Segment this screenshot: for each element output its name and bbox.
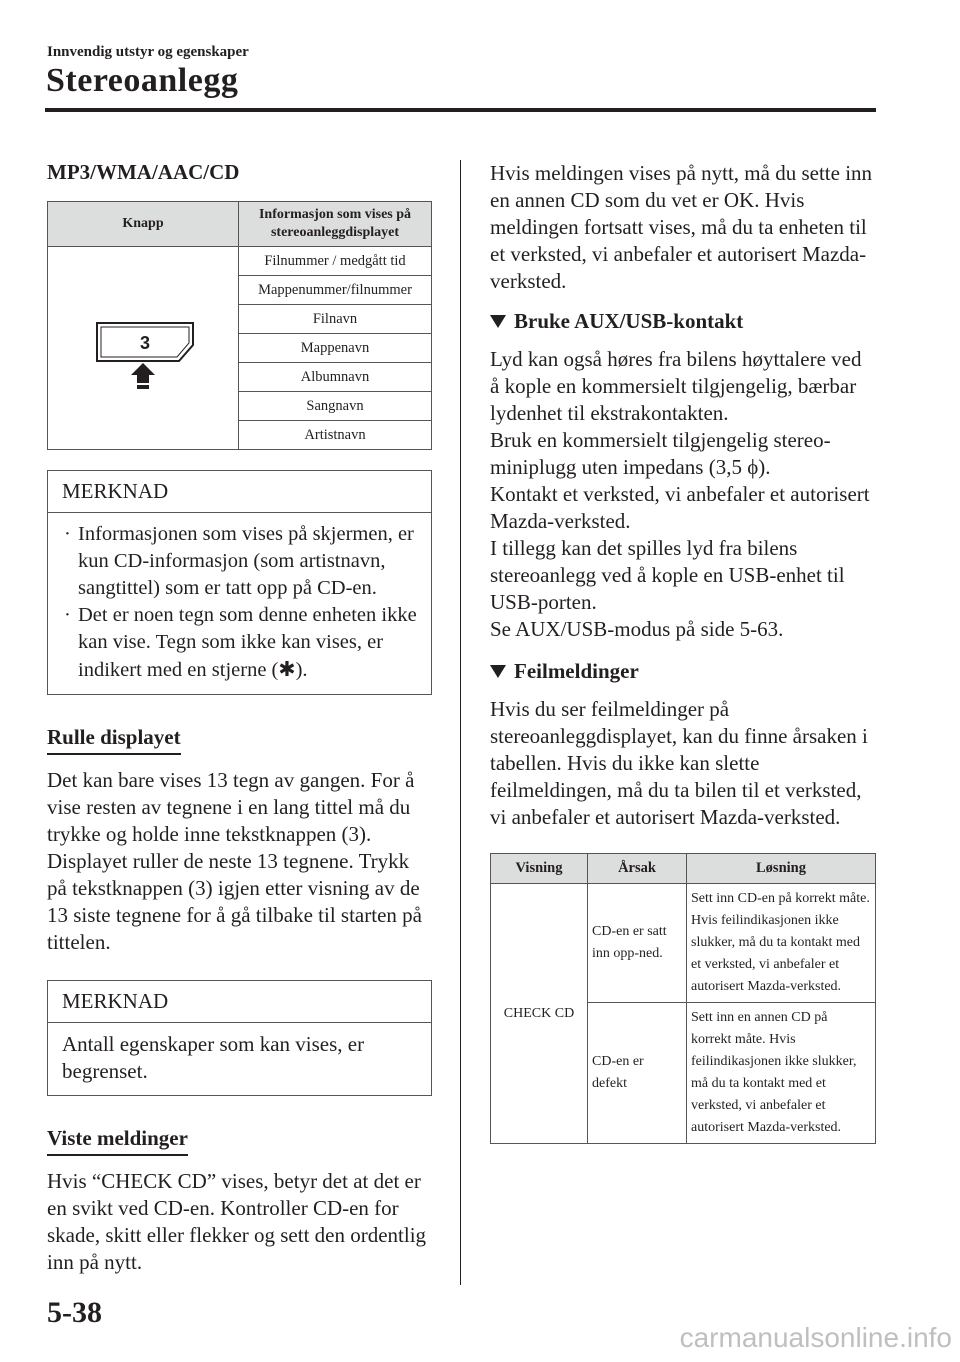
left-column [47, 160, 432, 1276]
table-cell-solution: Sett inn CD-en på korrekt måte. Hvis feilindikasjonen ikke slukker, må du ta kontakt med et verksted, vi anbefaler et autorisert Mazda-verksted. [687, 884, 876, 1003]
triangle-bullet-icon [490, 315, 506, 328]
table-row: Filnummer / medgått tid [239, 247, 432, 276]
note-box-1 [47, 470, 432, 695]
aux-text-2: Bruk en kommersielt tilgjengelig stereo-miniplugg uten impedans (3,5 ϕ). [490, 428, 831, 479]
button-illustration-cell [48, 247, 239, 450]
subheading-messages: Viste meldinger [47, 1126, 188, 1156]
table-cell-cause: CD-en er defekt [588, 1003, 687, 1144]
table-cell-solution: Sett inn en annen CD på korrekt måte. Hvis feilindikasjonen ikke slukker, må du ta kontakt med et verksted, vi anbefaler et autorisert Mazda-verksted. [687, 1003, 876, 1144]
aux-text-3: Kontakt et verksted, vi anbefaler et autorisert Mazda-verksted. [490, 482, 870, 533]
aux-text-5: Se AUX/USB-modus på side 5-63. [490, 617, 784, 641]
aux-text-1: Lyd kan også høres fra bilens høyttalere ved å kople en kommersielt tilgjengelig, bærbar lydenhet til ekstrakontakten. [490, 347, 862, 425]
table-row: Albumnavn [239, 363, 432, 392]
section-heading-mp3: MP3/WMA/AAC/CD [47, 160, 240, 184]
table-row: Filnavn [239, 305, 432, 334]
right-column [490, 160, 876, 1144]
note-item: · Det er noen tegn som denne enheten ikke kan vise. Tegn som ikke kan vises, er indikert med en stjerne (✱). [62, 602, 417, 684]
table-row: Artistnavn [239, 421, 432, 450]
page-title: Stereoanlegg [46, 62, 239, 99]
note-title: MERKNAD [48, 981, 431, 1023]
diameter-symbol: ϕ [747, 455, 759, 479]
table-header-solution: Løsning [687, 854, 876, 884]
header-rule [45, 108, 876, 112]
errors-text: Hvis du ser feilmeldinger på stereoanleggdisplayet, kan du finne årsaken i tabellen. Hvis du ikke kan slette feilmeldingen, må du ta bilen til et verksted, vi anbefaler et autorisert Mazda-verksted. [490, 697, 868, 829]
table-row: Mappenavn [239, 334, 432, 363]
table-header-info: Informasjon som vises på stereoanleggdisplayet [239, 202, 432, 247]
note-box-2 [47, 980, 432, 1096]
scroll-text: Det kan bare vises 13 tegn av gangen. For å vise resten av tegnene i en lang tittel må du trykke og holde inne tekstknappen (3). Displayet ruller de neste 13 tegnene. Trykk på tekstknappen (3) igjen etter visning av de 13 siste tegnene for å gå tilbake til starten på tittelen. [47, 768, 422, 954]
subheading-scroll: Rulle displayet [47, 725, 181, 755]
header-section: Innvendig utstyr og egenskaper [47, 44, 249, 60]
button-label: 3 [139, 332, 151, 353]
triangle-bullet-icon [490, 665, 506, 678]
heading-aux: Bruke AUX/USB-kontakt [490, 309, 876, 334]
table-header-button: Knapp [48, 202, 239, 247]
aux-text-4: I tillegg kan det spilles lyd fra bilens stereoanlegg ved å kople en USB-enhet til USB-porten. [490, 536, 845, 614]
asterisk-icon: ✱ [278, 657, 296, 681]
table-cell-display: CHECK CD [491, 884, 588, 1144]
note-title: MERKNAD [48, 471, 431, 513]
messages-text: Hvis “CHECK CD” vises, betyr det at det er en svikt ved CD-en. Kontroller CD-en for skade, skitt eller flekker og sett den ordentlig inn på nytt. [47, 1169, 427, 1274]
watermark: carmanualsonline.info [679, 1322, 952, 1353]
table-header-cause: Årsak [588, 854, 687, 884]
text-button-icon [83, 301, 203, 391]
button-info-table [47, 201, 432, 450]
table-row: Sangnavn [239, 392, 432, 421]
table-header-display: Visning [491, 854, 588, 884]
table-cell-cause: CD-en er satt inn opp-ned. [588, 884, 687, 1003]
intro-text: Hvis meldingen vises på nytt, må du sette inn en annen CD som du vet er OK. Hvis meldingen fortsatt vises, må du ta enheten til et verksted, vi anbefaler et autorisert Mazda-verksted. [490, 161, 873, 293]
note-text: Antall egenskaper som kan vises, er begrenset. [62, 1032, 365, 1083]
note-item: · Informasjonen som vises på skjermen, er kun CD-informasjon (som artistnavn, sangtittel) som er tatt opp på CD-en. [62, 521, 417, 602]
page-number: 5-38 [47, 1296, 102, 1329]
table-row: Mappenummer/filnummer [239, 276, 432, 305]
heading-errors: Feilmeldinger [490, 659, 876, 684]
error-table [490, 853, 876, 1144]
column-divider [460, 160, 461, 1285]
